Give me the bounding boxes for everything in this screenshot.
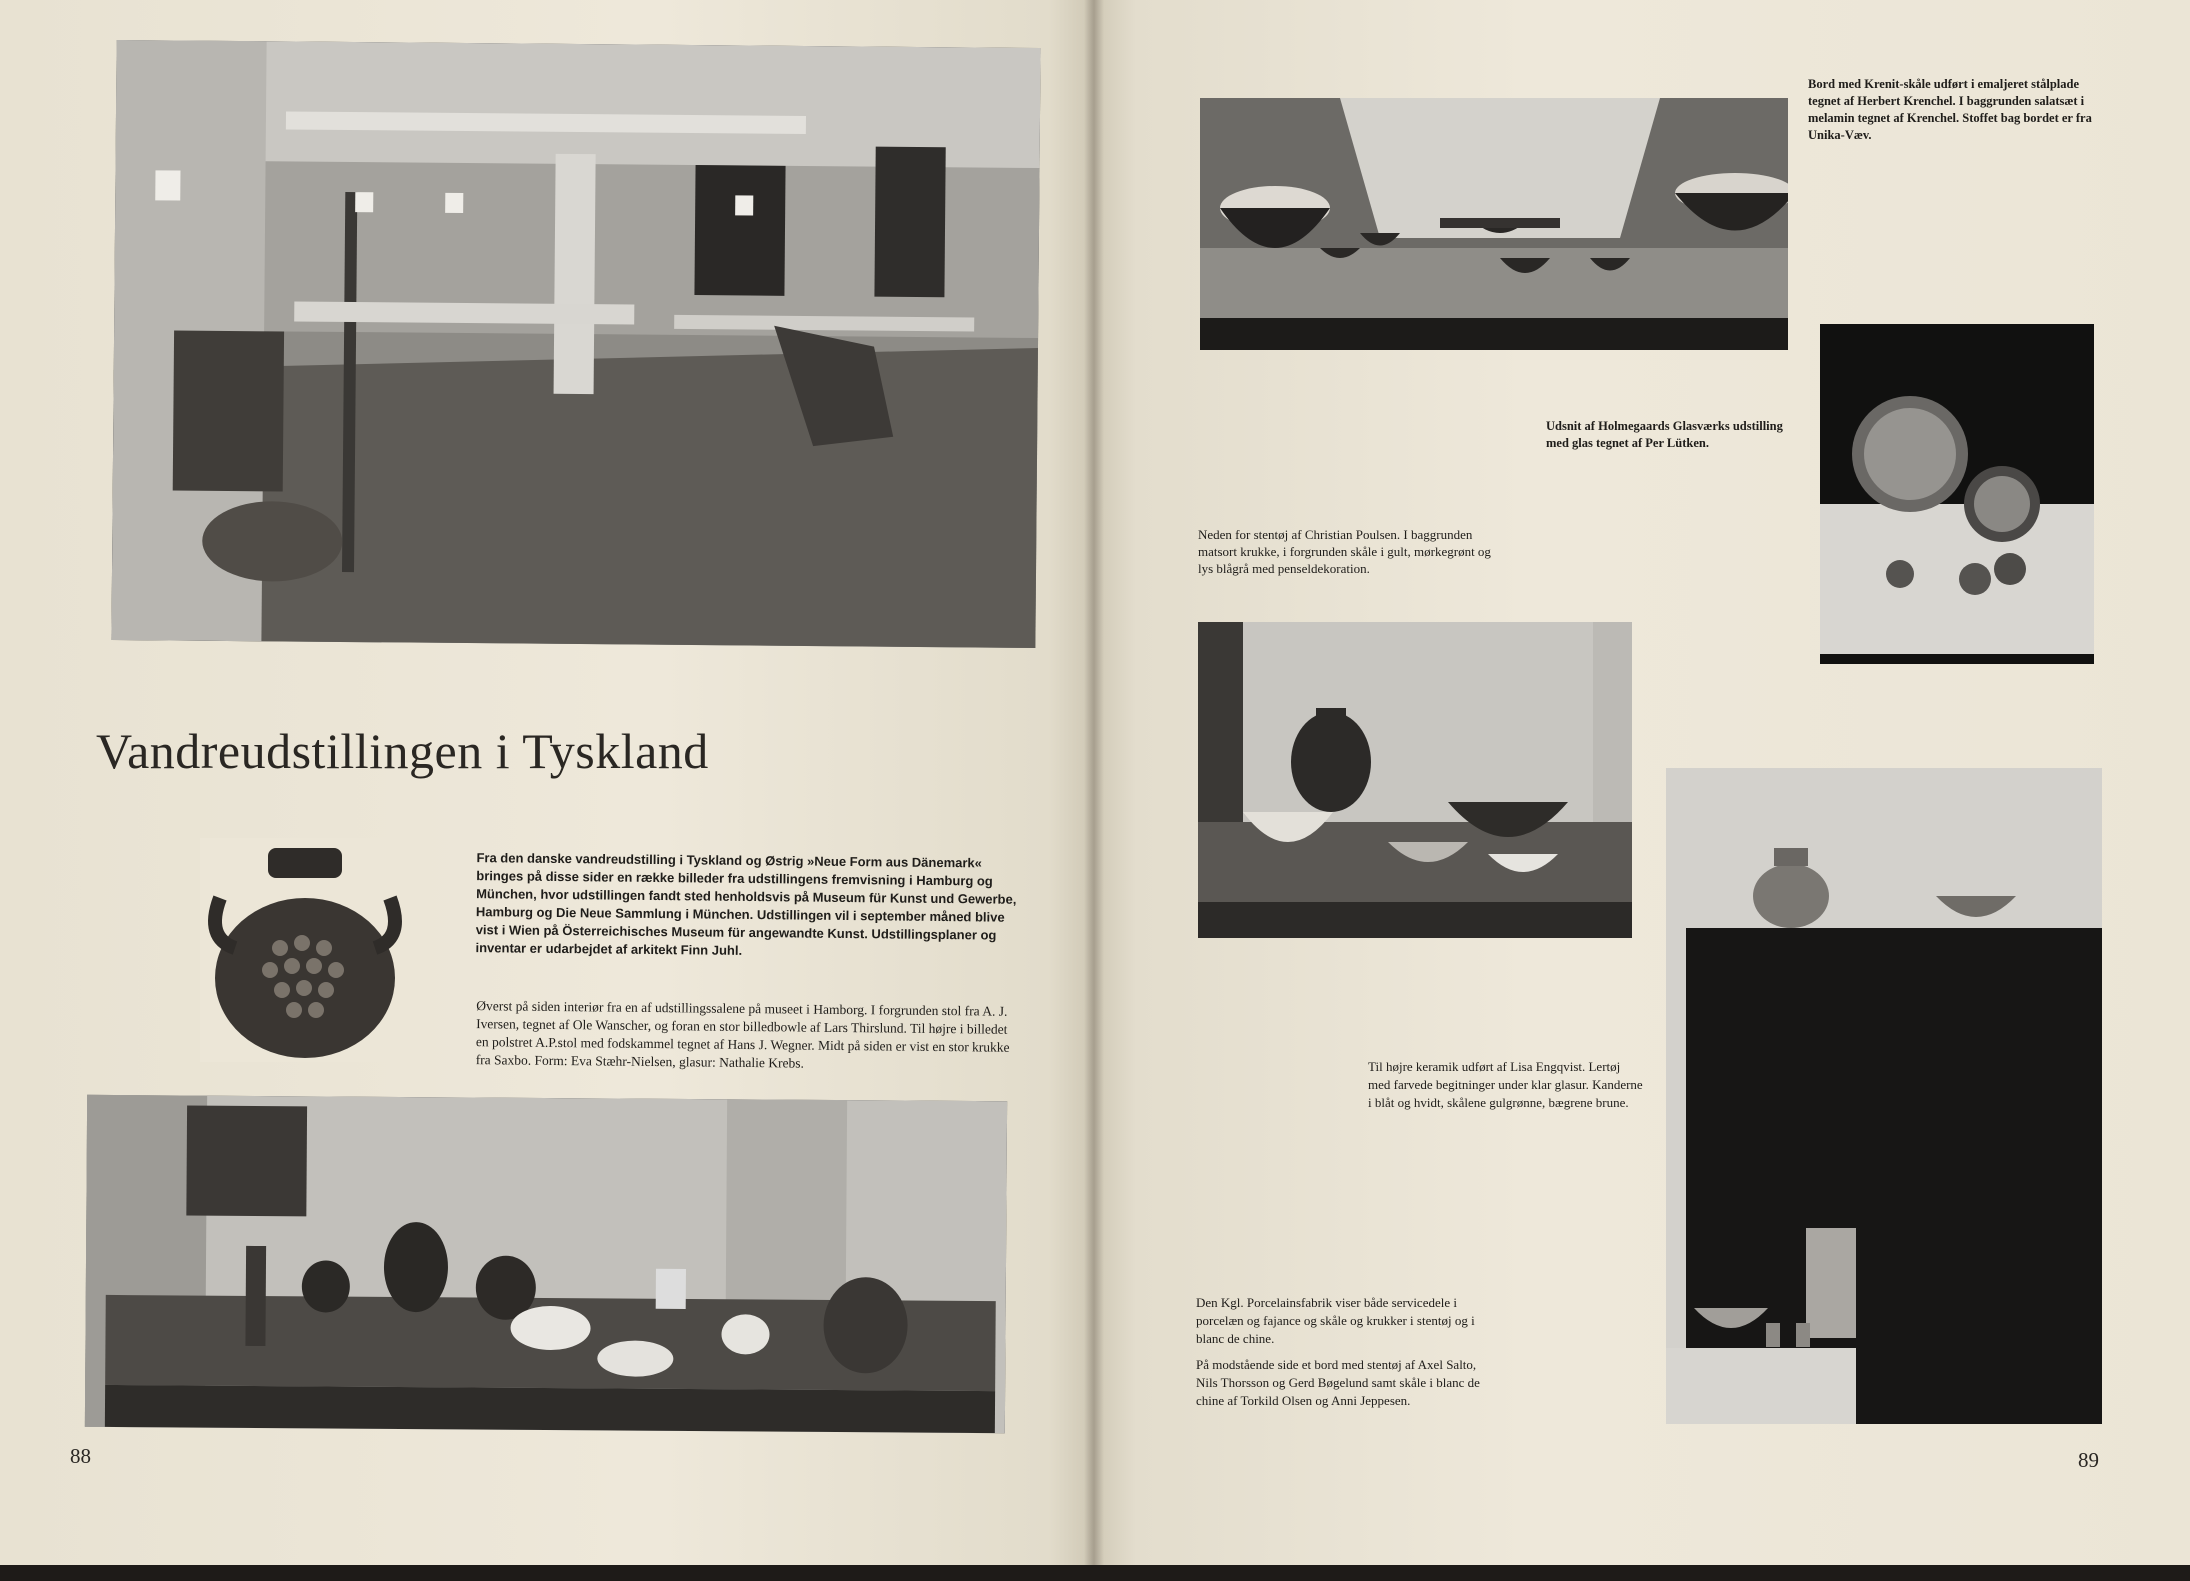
caption-krenit: Bord med Krenit-skåle udført i emaljeret stålplade tegnet af Herbert Krenchel. I baggrunden salatsæt i melamin tegnet af Krenchel. Stoffet bag bordet er fra Unika-Væv.: [1808, 77, 2092, 142]
page-number-left: 88: [70, 1444, 91, 1468]
engqvist-ceramics-photo: [1666, 768, 2102, 1424]
intro-paragraph: Fra den danske vandreudstilling i Tyskland og Østrig »Neue Form aus Dänemark« bringes på disse sider en række billeder fra udstillingens fremvisning i Hamburg og München, hvor udstillingen fandt sted henholdsvis på Museum für Kunst und Gewerbe, Hamburg og Die Neue Sammlung i München. Udstillingen vil i september måned blive vist i Wien på Österreichisches Museum für angewandte Kunst. Udstillingsplaner og inventar er udarbejdet af arkitekt Finn Juhl.: [475, 850, 1017, 958]
caption-poulsen: Neden for stentøj af Christian Poulsen. I baggrunden matsort krukke, i forgrunden skåle i gult, mørkegrønt og lys blågrå med penseldekoration.: [1198, 527, 1491, 576]
holmegaard-glass-photo: [1820, 324, 2094, 664]
poulsen-stoneware-photo: [1198, 622, 1632, 938]
table-edge: [0, 1565, 2190, 1581]
caption-kgl: [1196, 1294, 1490, 1418]
caption-engqvist: Til højre keramik udført af Lisa Engqvist. Lertøj med farvede begitninger under klar glasur. Kanderne i blåt og hvidt, skålene gulgrønne, bægrene brune.: [1368, 1059, 1643, 1110]
caption-kgl-paragraph-2: På modstående side et bord med stentøj af Axel Salto, Nils Thorsson og Gerd Bøgelund samt skåle i blanc de chine af Torkild Olsen og Anni Jeppesen.: [1196, 1357, 1480, 1408]
caption-kgl-paragraph-1: Den Kgl. Porcelainsfabrik viser både servicedele i porcelæn og fajance og skåle og krukker i stentøj og i blanc de chine.: [1196, 1295, 1475, 1346]
page-number-right: 89: [2078, 1448, 2099, 1472]
stoneware-table-photo: [85, 1095, 1007, 1433]
book-gutter: [1084, 0, 1104, 1565]
caption-hall-photo: Øverst på siden interiør fra en af udstillingssalene på museet i Hamborg. I forgrunden stol fra A. J. Iversen, tegnet af Ole Wanscher, og foran en stor billedbowle af Lars Thirslund. Til højre i billedet en polstret A.P.stol med fodskammel tegnet af Hans J. Wegner. Midt på siden er vist en stor krukke fra Saxbo. Form: Eva Stæhr-Nielsen, glasur: Nathalie Krebs.: [475, 998, 1010, 1071]
saxbo-jar-photo: [200, 838, 410, 1062]
article-headline: Vandreudstillingen i Tyskland: [96, 723, 709, 779]
caption-holmegaard: Udsnit af Holmegaards Glasværks udstilling med glas tegnet af Per Lütken.: [1546, 419, 1783, 450]
krenit-bowls-photo: [1200, 98, 1788, 350]
exhibition-hall-photo: [111, 40, 1040, 648]
